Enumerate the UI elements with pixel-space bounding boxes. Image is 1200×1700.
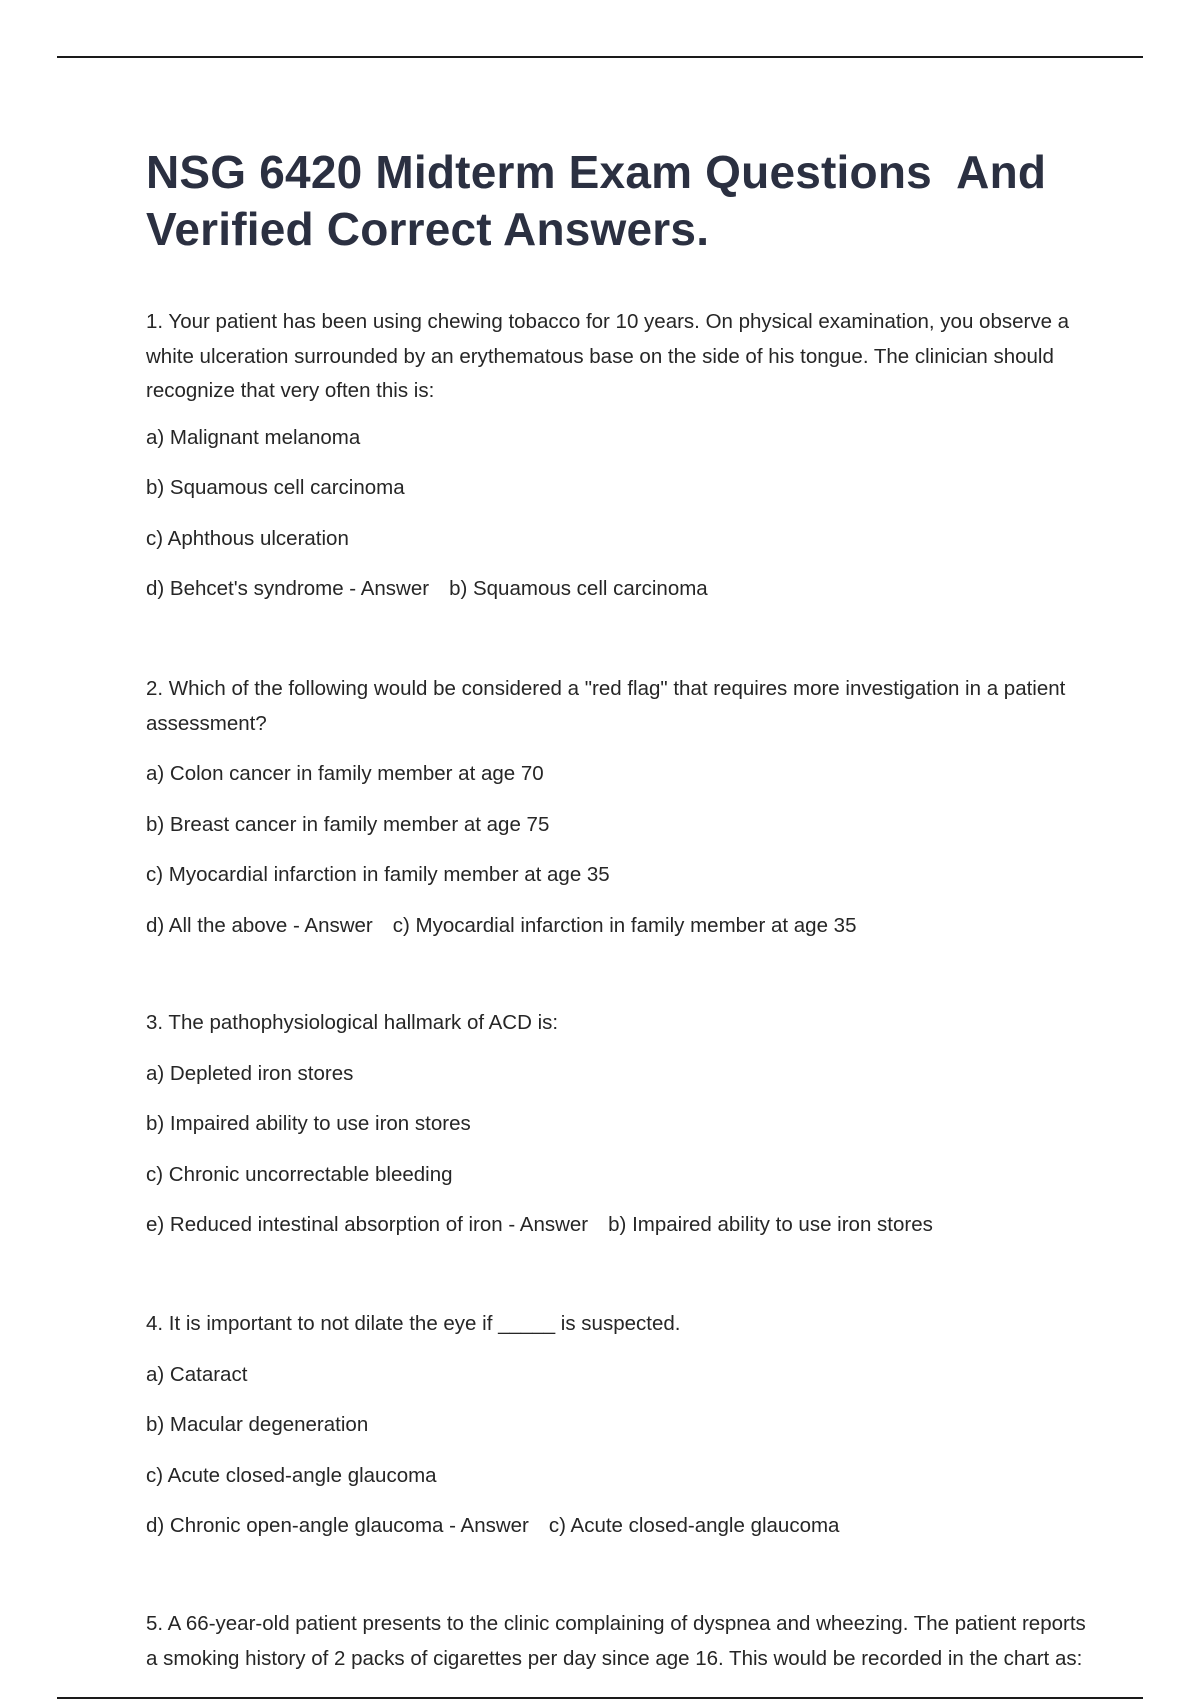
option-d-text: d) Behcet's syndrome - Answer <box>146 577 430 600</box>
option-d <box>146 1208 1086 1243</box>
question-text: 1. Your patient has been using chewing tobacco for 10 years. On physical examination, you observe a white ulceration surrounded by an erythematous base on the side of his tongue. The clinician should recognize that very often this is: <box>146 310 1070 402</box>
question-text: 3. The pathophysiological hallmark of ACD is: <box>146 1011 559 1034</box>
option-b: b) Breast cancer in family member at age 75 <box>146 812 550 836</box>
question-1 <box>146 305 1086 607</box>
document-title: NSG 6420 Midterm Exam Questions And Verified Correct Answers. <box>146 146 1060 255</box>
option-d <box>146 1509 1086 1544</box>
option-a: a) Depleted iron stores <box>146 1061 354 1085</box>
bottom-rule <box>57 1697 1143 1699</box>
option-d <box>146 572 1086 607</box>
document-body <box>146 144 1086 1670</box>
question-text: 2. Which of the following would be considered a "red flag" that requires more investigation in a patient assessment? <box>146 677 1066 735</box>
question-text: 4. It is important to not dilate the eye if _____ is suspected. <box>146 1312 681 1335</box>
option-c: c) Myocardial infarction in family member at age 35 <box>146 863 610 886</box>
option-d-text: d) All the above - Answer <box>146 913 373 937</box>
option-c: c) Chronic uncorrectable bleeding <box>146 1162 453 1186</box>
answer-key: c) Myocardial infarction in family member at age 35 <box>392 913 857 937</box>
answer-key: b) Impaired ability to use iron stores <box>608 1213 933 1236</box>
option-a: a) Malignant melanoma <box>146 425 361 449</box>
option-d-text: e) Reduced intestinal absorption of iron - Answer <box>146 1213 589 1236</box>
question-4 <box>146 1307 1086 1544</box>
option-b: b) Macular degeneration <box>146 1413 369 1436</box>
option-c: c) Aphthous ulceration <box>146 526 349 550</box>
option-b: b) Squamous cell carcinoma <box>146 476 405 499</box>
answer-key: c) Acute closed-angle glaucoma <box>548 1514 840 1537</box>
option-c: c) Acute closed-angle glaucoma <box>146 1463 437 1487</box>
question-5 <box>146 1607 1086 1697</box>
answer-key: b) Squamous cell carcinoma <box>449 577 708 600</box>
top-rule <box>57 56 1143 58</box>
option-a: a) Colon cancer in family member at age 70 <box>146 762 544 785</box>
question-3 <box>146 1006 1086 1243</box>
option-a: a) Cataract <box>146 1362 248 1386</box>
question-text: 5. A 66-year-old patient presents to the clinic complaining of dyspnea and wheezing. The patient reports a smoking history of 2 packs of cigarettes per day since age 16. This would be recorded in the chart as: <box>146 1612 1086 1670</box>
option-d <box>146 909 1086 944</box>
option-d-text: d) Chronic open-angle glaucoma - Answer <box>146 1514 529 1537</box>
question-2 <box>146 672 1086 943</box>
option-b: b) Impaired ability to use iron stores <box>146 1112 471 1135</box>
